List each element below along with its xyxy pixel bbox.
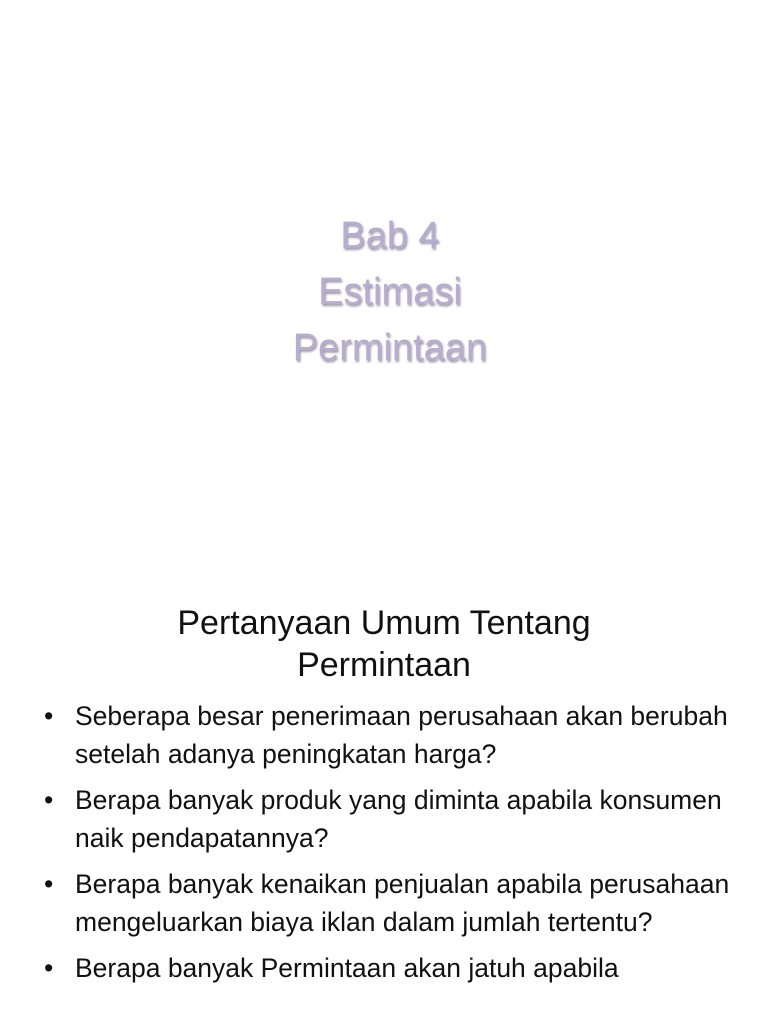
list-item-text: Berapa banyak Permintaan akan jatuh apabila (75, 953, 619, 983)
cover-title-line-3: Permintaan (292, 327, 488, 369)
list-item (44, 698, 744, 773)
bullet-icon: • (44, 785, 54, 815)
list-item (44, 950, 744, 988)
section-heading-line-2: Permintaan (297, 646, 471, 684)
list-item (44, 866, 744, 941)
bullet-icon: • (44, 701, 54, 731)
cover-title-line-1: Bab 4 (340, 215, 440, 257)
question-list (44, 698, 744, 997)
cover-title (0, 208, 768, 376)
list-item-text: Seberapa besar penerimaan perusahaan akan berubah setelah adanya peningkatan harga? (75, 701, 728, 769)
bullet-icon: • (44, 953, 54, 983)
section-heading-line-1: Pertanyaan Umum Tentang (177, 604, 591, 642)
list-item-text: Berapa banyak produk yang diminta apabila konsumen naik pendapatannya? (75, 785, 722, 853)
list-item (44, 782, 744, 857)
bullet-icon: • (44, 869, 54, 899)
cover-title-line-2: Estimasi (318, 271, 462, 313)
list-item-text: Berapa banyak kenaikan penjualan apabila perusahaan mengeluarkan biaya iklan dalam jumlah tertentu? (75, 869, 730, 937)
section-heading (0, 602, 768, 686)
